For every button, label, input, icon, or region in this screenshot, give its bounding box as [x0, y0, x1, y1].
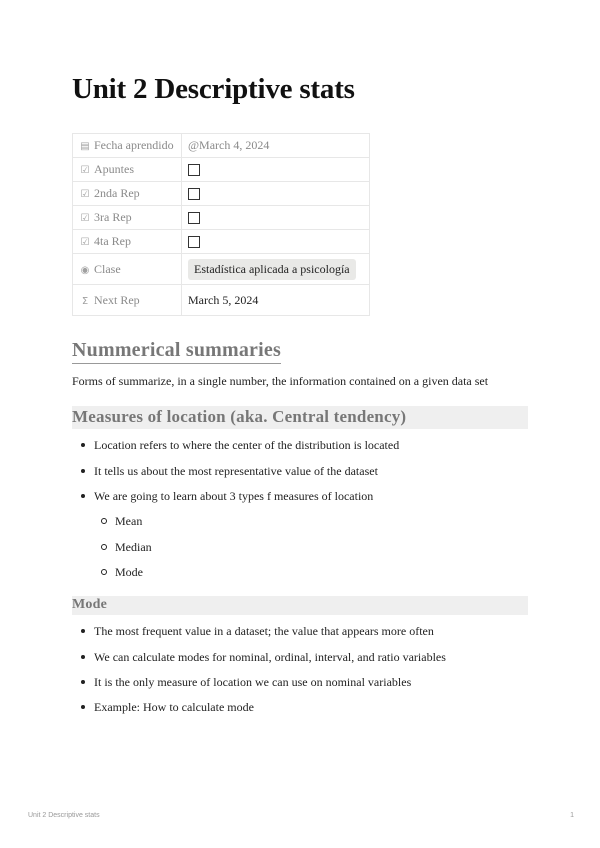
property-label: Fecha aprendido	[94, 138, 174, 152]
property-value-fecha[interactable]: @March 4, 2024	[182, 134, 370, 158]
section-heading: Nummerical summaries	[72, 339, 281, 364]
mode-heading: Mode	[72, 596, 528, 615]
property-row-4ta-rep	[73, 230, 370, 254]
2nda-rep-checkbox[interactable]	[188, 188, 200, 200]
sigma-icon: Σ	[81, 295, 89, 307]
list-item: We can calculate modes for nominal, ordinal, interval, and ratio variables	[72, 650, 446, 665]
property-row-apuntes	[73, 158, 370, 182]
checkbox-icon: ☑	[80, 165, 90, 176]
calendar-icon: ▤	[80, 141, 90, 152]
property-label: Apuntes	[94, 162, 134, 176]
property-value-next-rep: March 5, 2024	[182, 285, 370, 316]
list-item: Location refers to where the center of the distribution is located	[72, 438, 399, 453]
footer-title: Unit 2 Descriptive stats	[28, 812, 100, 819]
list-item: Mode	[72, 565, 143, 580]
list-item: It is the only measure of location we can use on nominal variables	[72, 675, 411, 690]
page-number: 1	[570, 812, 574, 819]
property-row-2nda-rep	[73, 182, 370, 206]
location-sublist	[72, 565, 143, 580]
list-item: The most frequent value in a dataset; the value that appears more often	[72, 624, 434, 639]
apuntes-checkbox[interactable]	[188, 164, 200, 176]
list-item: It tells us about the most representative value of the dataset	[72, 464, 378, 479]
property-row-3ra-rep	[73, 206, 370, 230]
mode-list	[72, 624, 434, 639]
property-label: 4ta Rep	[94, 234, 131, 248]
4ta-rep-checkbox[interactable]	[188, 236, 200, 248]
location-list	[72, 464, 378, 479]
location-list	[72, 438, 399, 453]
property-row-clase	[73, 254, 370, 285]
mode-list	[72, 650, 446, 665]
3ra-rep-checkbox[interactable]	[188, 212, 200, 224]
location-sublist	[72, 514, 142, 529]
checkbox-icon: ☑	[80, 237, 90, 248]
checkbox-icon: ☑	[80, 189, 90, 200]
property-label: 3ra Rep	[94, 210, 132, 224]
clase-tag[interactable]: Estadística aplicada a psicología	[188, 259, 356, 280]
list-item: We are going to learn about 3 types f measures of location	[72, 489, 373, 504]
mode-list	[72, 700, 254, 715]
location-list	[72, 489, 373, 504]
location-heading: Measures of location (aka. Central tendency)	[72, 406, 528, 429]
page-title: Unit 2 Descriptive stats	[72, 73, 355, 105]
property-label: 2nda Rep	[94, 186, 140, 200]
mode-list	[72, 675, 411, 690]
page-footer	[28, 812, 574, 819]
property-label: Clase	[94, 261, 121, 276]
properties-table	[72, 133, 370, 316]
property-row-next-rep	[73, 285, 370, 316]
location-sublist	[72, 540, 152, 555]
checkbox-icon: ☑	[80, 213, 90, 224]
property-label: Next Rep	[94, 292, 140, 307]
list-item: Median	[72, 540, 152, 555]
section-intro: Forms of summarize, in a single number, the information contained on a given data set	[72, 374, 489, 388]
list-item: Mean	[72, 514, 142, 529]
property-row-fecha	[73, 134, 370, 158]
list-item: Example: How to calculate mode	[72, 700, 254, 715]
select-icon: ◉	[80, 264, 90, 276]
